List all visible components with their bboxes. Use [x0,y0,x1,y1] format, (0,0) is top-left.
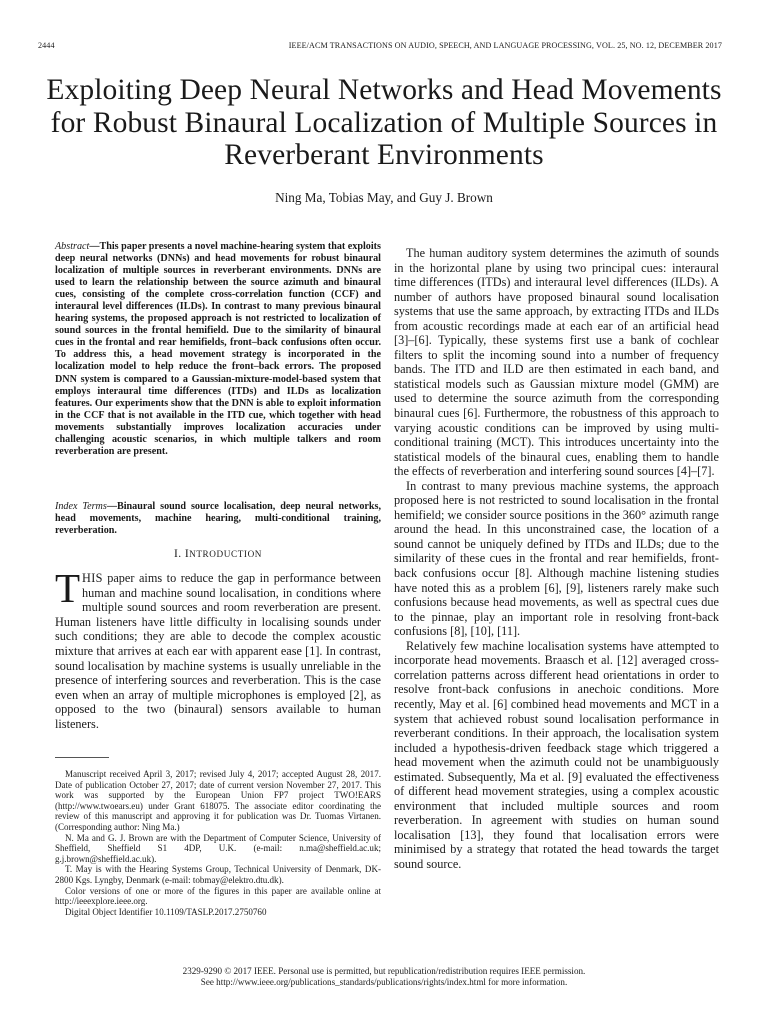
index-terms [55,501,381,537]
section-title-initial: I [184,547,190,560]
abstract-label: Abstract [55,241,90,252]
abstract-text: —This paper presents a novel machine-hearing system that exploits deep neural networks (DNNs) and head movements for robust binaural localization of multiple sources in reverberant environments. DNNs are used to learn the relationship between the source azimuth and binaural cues, consisting of the complete cross-correlation function (CCF) and interaural level differences (ILDs). In contrast to many previous binaural hearing systems, the proposed approach is not restricted to localization of sound sources in the frontal hemifield. Due to the similarity of binaural cues in the frontal and rear hemifields, front–back confusions often occur. To address this, a head movement strategy is incorporated in the localization model to help reduce the front–back errors. The proposed DNN system is compared to a Gaussian-mixture-model-based system that employs interaural time differences (ITDs) and ILDs as localization features. Our experiments show that the DNN is able to exploit information in the CCF that is not available in the ITD cue, which together with head movements substantially improves localization accuracies under challenging acoustic scenarios, in which multiple talkers and room reverberation are present. [55,241,381,457]
section-title-rest: NTRODUCTION [189,549,263,559]
body-paragraph: In contrast to many previous machine systems, the approach proposed here is not restricted to sound localisation in the frontal hemifield; we consider source positions in the 360° azimuth range around the head. In this unconstrained case, the location of a sound cannot be uniquely defined by ITDs and ILDs; due to the similarity of these cues in the frontal and rear hemifields, front-back confusions occur [8]. Although machine listening studies have noted this as a problem [6], [9], listeners rarely make such confusions because head movements, as well as spectral cues due to the pinnae, play an important role in resolving front-back confusions [8], [10], [11]. [394,478,719,639]
index-terms-label: Index Terms [55,501,107,512]
section-heading [55,547,381,560]
journal-header: IEEE/ACM TRANSACTIONS ON AUDIO, SPEECH, AND LANGUAGE PROCESSING, VOL. 25, NO. 12, DECEMBER 2017 [288,41,722,50]
footnote-rule [55,757,109,758]
footnote-doi: Digital Object Identifier 10.1109/TASLP.2017.2750760 [65,906,267,917]
page-number: 2444 [38,41,55,50]
drop-cap: T [55,565,81,611]
footnote-color-versions: Color versions of one or more of the figures in this paper are available online at http://ieeexplore.ieee.org. [55,885,381,907]
right-column-body [394,246,719,872]
footnote-affiliation-ma-brown: N. Ma and G. J. Brown are with the Department of Computer Science, University of Sheffield, Sheffield S1 4DP, U.K. (e-mail: n.ma@sheffield.ac.uk; g.j.brown@sheffield.ac.uk). [55,832,381,864]
footnote-affiliation-may: T. May is with the Hearing Systems Group, Technical University of Denmark, DK-2800 Kgs. Lyngby, Denmark (e-mail: tobmay@elektro.dtu.dk). [55,864,381,885]
rights-url-line: See http://www.ieee.org/publications_standards/publications/rights/index.html for more information. [200,977,568,987]
index-terms-text: —Binaural sound source localisation, deep neural networks, head movements, machine hearing, multi-conditional training, reverberation. [55,501,382,537]
copyright-line: 2329-9290 © 2017 IEEE. Personal use is permitted, but republication/redistribution requires IEEE permission. [182,966,586,976]
body-paragraph: Relatively few machine localisation systems have attempted to incorporate head movements. Braasch et al. [12] averaged cross-correlation patterns across different head orientations in order to resolve front-back confusions in anechoic conditions. More recently, May et al. [6] combined head movements and MCT in a system that achieved robust sound localisation performance in reverberant conditions. In their approach, the localisation system included a hypothesis-driven feedback stage which triggered a head movement when the azimuth could not be unambiguously estimated. Subsequently, Ma et al. [9] evaluated the effectiveness of different head movement strategies, using a complex acoustic environment that included multiple sources and room reverberation. In agreement with studies on human sound localisation [13], they found that localisation errors were minimised by a strategy that rotated the head towards the target sound source. [394,638,719,871]
paper-title: Exploiting Deep Neural Networks and Head Movements for Robust Binaural Localization of Multiple Sources in Reverberant Environments [46,74,722,171]
author-list: Ning Ma, Tobias May, and Guy J. Brown [275,190,493,205]
footnote-manuscript: Manuscript received April 3, 2017; revised July 4, 2017; accepted August 28, 2017. Date of publication October 27, 2017; date of current version November 27, 2017. This work was supported by the European Union FP7 project TWO!EARS (http://www.twoears.eu) under Grant 618075. The associate editor coordinating the review of this manuscript and approving it for publication was Dr. Tuomas Virtanen. (Corresponding author: Ning Ma.) [55,769,381,832]
abstract [55,241,381,458]
intro-lead-word: HIS [82,571,103,585]
footnotes [55,761,381,917]
copyright-footer [0,966,768,988]
body-paragraph: The human auditory system determines the azimuth of sounds in the horizontal plane by using two principal cues: interaural time differences (ITDs) and interaural level differences (ILDs). A number of authors have proposed binaural sound localisation systems that use the same approach, by extracting ITDs and ILDs from acoustic recordings made at each ear of an artificial head [3]–[6]. Typically, these systems first use a bank of cochlear filters to split the incoming sound into a number of frequency bands. The ITD and ILD are then estimated in each band, and statistical models such as Gaussian mixture model (GMM) are used to determine the source azimuth from the corresponding binaural cues [6]. Furthermore, the robustness of this approach to varying acoustic conditions can be improved by using multi-conditional training (MCT). This introduces uncertainty into the statistical models of the binaural cues, enabling them to handle the effects of reverberation and interfering sound sources [4]–[7]. [394,246,719,479]
section-number: I. [173,547,182,560]
introduction-paragraph [55,565,381,732]
intro-text: paper aims to reduce the gap in performance between human and machine sound localisation, in conditions where multiple sound sources and room reverberation are present. Human listeners have little difficulty in localising sounds under such conditions; they are able to decode the complex acoustic mixture that arrives at each ear with apparent ease [1]. In contrast, sound localisation by machine systems is usually unreliable in the presence of interfering sources and reverberation. This is the case even when an array of multiple microphones is employed [2], as opposed to the two (binaural) sensors available to human listeners. [55,571,381,731]
